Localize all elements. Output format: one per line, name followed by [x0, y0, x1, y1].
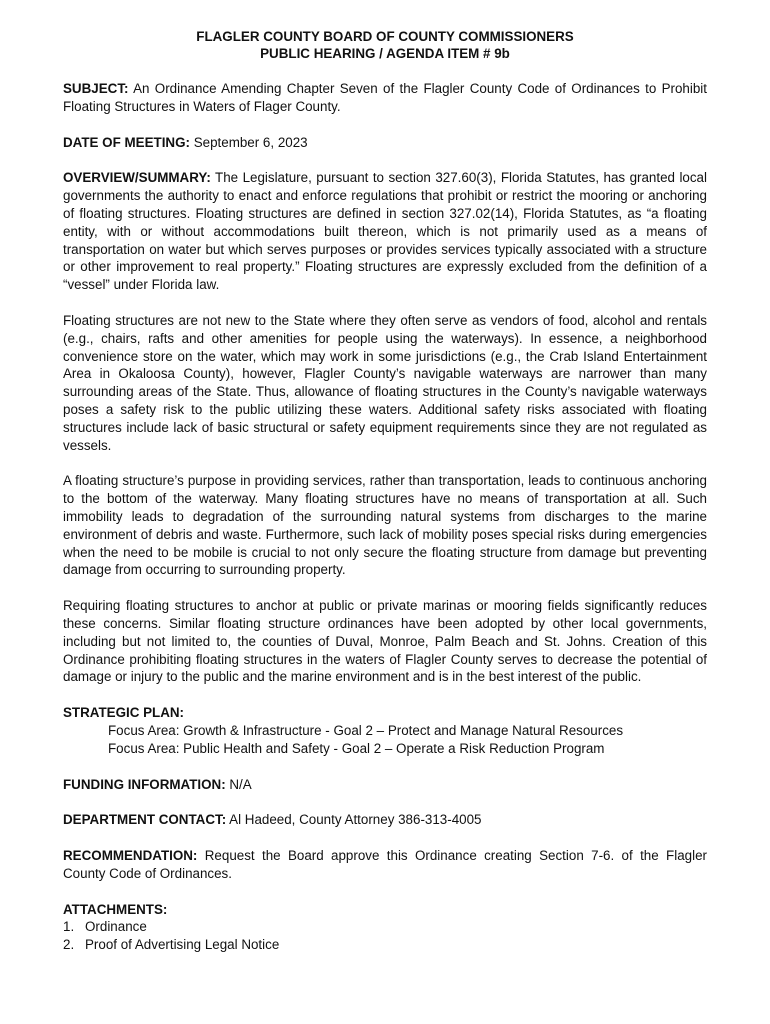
overview-paragraph-3: A floating structure’s purpose in providing services, rather than transportation, leads to continuous anchoring to the bottom of the waterway. Many floating structures have no means of transportation at all. Such immobility leads to degradation of the surrounding natural systems from discharges to the marine environment of debris and waste. Furthermore, such lack of mobility poses special risks during emergencies when the need to be mobile is crucial to not only secure the floating structure from damage but preventing damage from occurring to surrounding property.: [63, 473, 707, 578]
overview-text: The Legislature, pursuant to section 327.60(3), Florida Statutes, has granted local governments the authority to enact and enforce regulations that prohibit or restrict the mooring or anchoring of floating structures. Floating structures are defined in section 327.02(14), Florida Statutes, as “a floating entity, with or without accommodations built thereon, which is not primarily used as a means of transportation on water but which serves purposes or provides services typically associated with a structure or other improvement to real property.” Floating structures are expressly excluded from the definition of a “vessel” under Florida law.: [63, 170, 707, 293]
funding-label: FUNDING INFORMATION:: [63, 776, 226, 792]
funding-text: N/A: [229, 776, 252, 792]
attachments-list: [63, 918, 707, 954]
attachments-section: [63, 901, 707, 954]
attachment-number: 1.: [63, 919, 75, 935]
attachment-item: [63, 936, 707, 954]
contact-text: Al Hadeed, County Attorney 386-313-4005: [229, 812, 482, 828]
funding-section: [63, 776, 707, 794]
overview-paragraph-4: Requiring floating structures to anchor at public or private marinas or mooring fields significantly reduces these concerns. Similar floating structure ordinances have been adopted by other local governments, including but not limited to, the counties of Duval, Monroe, Palm Beach and St. Johns. Creation of this Ordinance prohibiting floating structures in the waters of Flagler County serves to decrease the potential of damage or injury to the public and the marine environment and is in the best interest of the public.: [63, 598, 707, 685]
header-agenda-item: PUBLIC HEARING / AGENDA ITEM # 9b: [260, 46, 510, 61]
recommendation-label: RECOMMENDATION:: [63, 848, 198, 864]
strategic-plan-item: Focus Area: Growth & Infrastructure - Goal 2 – Protect and Manage Natural Resources: [108, 722, 624, 738]
overview-paragraph-2: Floating structures are not new to the State where they often serve as vendors of food, alcohol and rentals (e.g., chairs, rafts and other amenities for people using the waterways). In essence, a neighborhood convenience store on the water, which may work in some jurisdictions (e.g., the Crab Island Entertainment Area in Okaloosa County), however, Flagler County’s navigable waterways are narrower than many surrounding areas of the State. Thus, allowance of floating structures in the County’s navigable waterways poses a safety risk to the public utilizing these waters. Additional safety risks associated with floating structures include lack of basic structural or safety equipment requirements since they are not regulated as vessels.: [63, 312, 707, 453]
attachment-title: Ordinance: [85, 919, 147, 935]
date-label: DATE OF MEETING:: [63, 134, 190, 150]
strategic-plan-label: STRATEGIC PLAN:: [63, 705, 185, 721]
attachment-title: Proof of Advertising Legal Notice: [85, 937, 280, 953]
overview-label: OVERVIEW/SUMMARY:: [63, 170, 211, 186]
date-text: September 6, 2023: [193, 134, 308, 150]
contact-section: [63, 811, 707, 829]
overview-section: [63, 169, 707, 294]
subject-label: SUBJECT:: [63, 81, 129, 96]
agenda-document: [63, 28, 707, 954]
subject-text: An Ordinance Amending Chapter Seven of the Flagler County Code of Ordinances to Prohibit Floating Structures in Waters of Flager County.: [63, 81, 707, 114]
attachment-number: 2.: [63, 937, 75, 953]
date-section: [63, 134, 707, 152]
attachments-label: ATTACHMENTS:: [63, 901, 168, 917]
strategic-plan-section: [63, 704, 707, 757]
recommendation-text: Request the Board approve this Ordinance creating Section 7-6. of the Flagler County Code of Ordinances.: [63, 848, 707, 881]
strategic-plan-item: Focus Area: Public Health and Safety - Goal 2 – Operate a Risk Reduction Program: [108, 740, 605, 756]
contact-label: DEPARTMENT CONTACT:: [63, 812, 227, 828]
subject-section: [63, 80, 707, 116]
header-title: FLAGLER COUNTY BOARD OF COUNTY COMMISSIONERS: [196, 29, 574, 44]
recommendation-section: [63, 847, 707, 883]
document-header: [63, 28, 707, 62]
attachment-item: [63, 918, 707, 936]
